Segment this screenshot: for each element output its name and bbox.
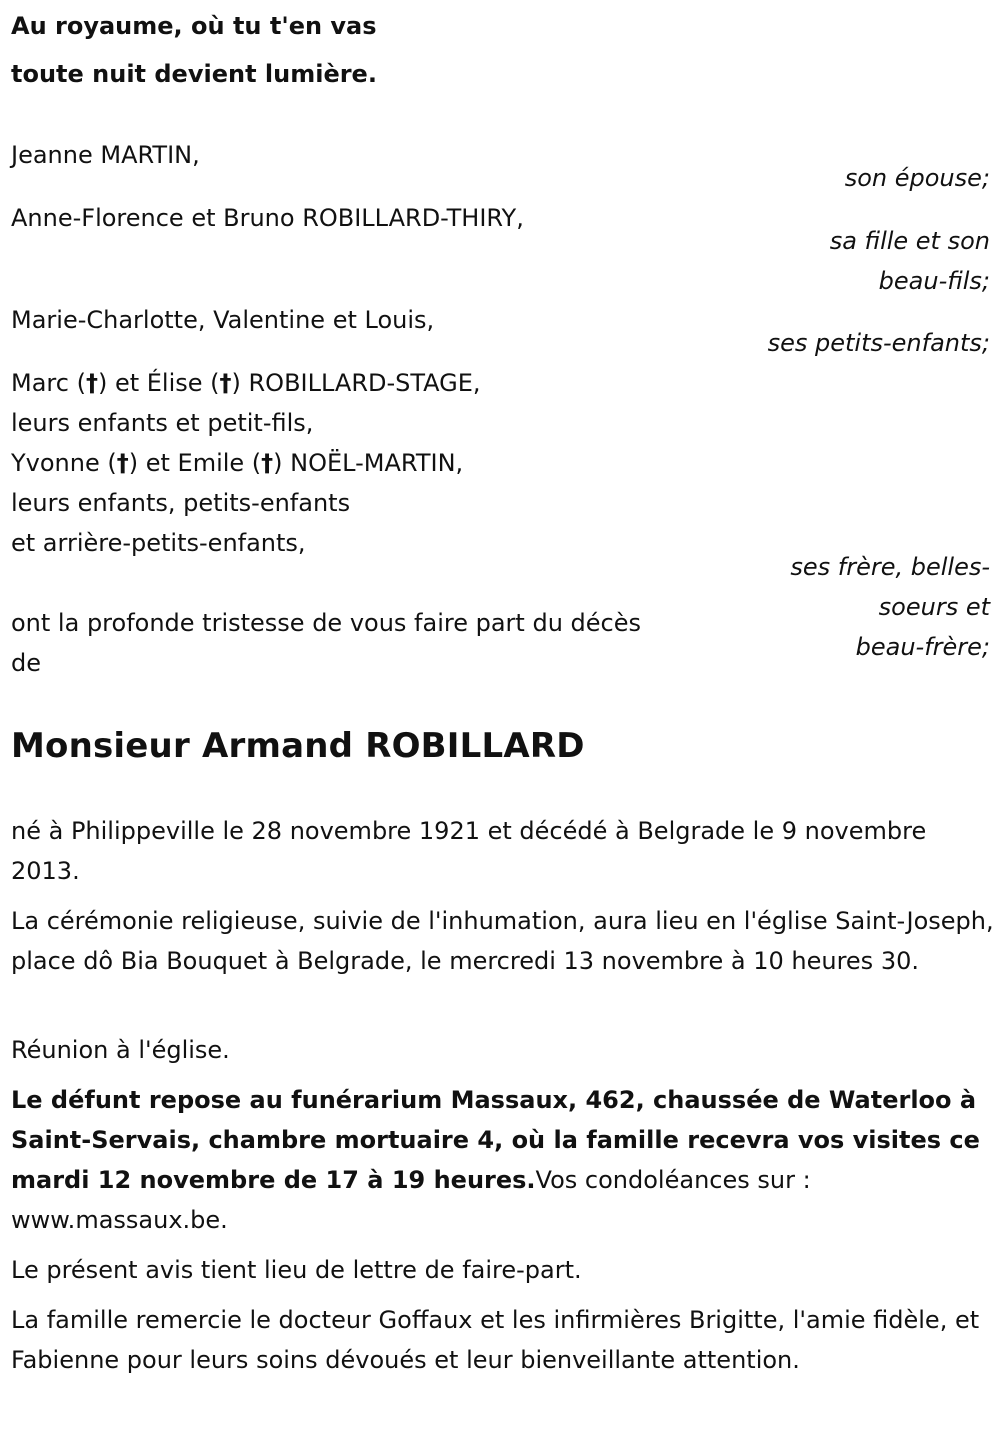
siblings-yvonne-suffix: ) NOËL-MARTIN, bbox=[273, 449, 464, 477]
spouse-relation: son épouse; bbox=[844, 164, 990, 192]
cross-icon: † bbox=[85, 369, 98, 397]
siblings-line-4: leurs enfants, petits-enfants bbox=[11, 489, 351, 517]
thanks-paragraph: La famille remercie le docteur Goffaux et les infirmières Brigitte, l'amie fidèle, et Fabienne pour leurs soins dévoués et leur bienveillante attention. bbox=[11, 1306, 980, 1374]
meeting-paragraph: Réunion à l'église. bbox=[11, 1036, 230, 1064]
condolences-text: Vos condoléances sur : www.massaux.be. bbox=[11, 1166, 811, 1234]
siblings-marc-suffix: ) ROBILLARD-STAGE, bbox=[231, 369, 481, 397]
siblings-line-5: et arrière-petits-enfants, bbox=[11, 529, 306, 557]
funeral-home-paragraph bbox=[11, 1080, 996, 1240]
funeral-home-bold-text: Le défunt repose au funérarium Massaux, 462, chaussée de Waterloo à Saint-Servais, chambre mortuaire 4, où la famille recevra vos visites ce mardi 12 novembre de 17 à 19 heures. bbox=[11, 1086, 980, 1194]
daughter-relation-line-1: sa fille et son bbox=[829, 227, 990, 255]
siblings-marc-prefix: Marc ( bbox=[11, 369, 86, 397]
notice-paragraph: Le présent avis tient lieu de lettre de faire-part. bbox=[11, 1256, 582, 1284]
grandchildren-name: Marie-Charlotte, Valentine et Louis, bbox=[11, 306, 435, 334]
siblings-line-1 bbox=[11, 363, 481, 403]
daughter-name: Anne-Florence et Bruno ROBILLARD-THIRY, bbox=[11, 204, 524, 232]
deceased-name: Monsieur Armand ROBILLARD bbox=[11, 726, 585, 766]
siblings-relation-line-3: beau-frère; bbox=[855, 633, 990, 661]
cross-icon: † bbox=[219, 369, 232, 397]
siblings-relation-line-1: ses frère, belles- bbox=[790, 553, 990, 581]
siblings-marc-mid: ) et Élise ( bbox=[97, 369, 220, 397]
siblings-relation-line-2: soeurs et bbox=[878, 593, 990, 621]
poem-line-1: Au royaume, où tu t'en vas bbox=[11, 12, 377, 40]
announcement-line-2: de bbox=[11, 649, 41, 677]
birth-death-paragraph: né à Philippeville le 28 novembre 1921 et décédé à Belgrade le 9 novembre 2013. bbox=[11, 817, 927, 885]
grandchildren-relation: ses petits-enfants; bbox=[767, 329, 990, 357]
siblings-line-2: leurs enfants et petit-fils, bbox=[11, 409, 314, 437]
daughter-relation-line-2: beau-fils; bbox=[878, 267, 990, 295]
cross-icon: † bbox=[116, 449, 129, 477]
siblings-yvonne-prefix: Yvonne ( bbox=[11, 449, 117, 477]
poem-line-2: toute nuit devient lumière. bbox=[11, 60, 377, 88]
cross-icon: † bbox=[261, 449, 274, 477]
siblings-yvonne-mid: ) et Emile ( bbox=[128, 449, 262, 477]
spouse-name: Jeanne MARTIN, bbox=[11, 141, 200, 169]
siblings-line-3 bbox=[11, 443, 463, 483]
announcement-line-1: ont la profonde tristesse de vous faire part du décès bbox=[11, 609, 641, 637]
ceremony-paragraph: La cérémonie religieuse, suivie de l'inhumation, aura lieu en l'église Saint-Joseph, place dô Bia Bouquet à Belgrade, le mercredi 13 novembre à 10 heures 30. bbox=[11, 907, 994, 975]
